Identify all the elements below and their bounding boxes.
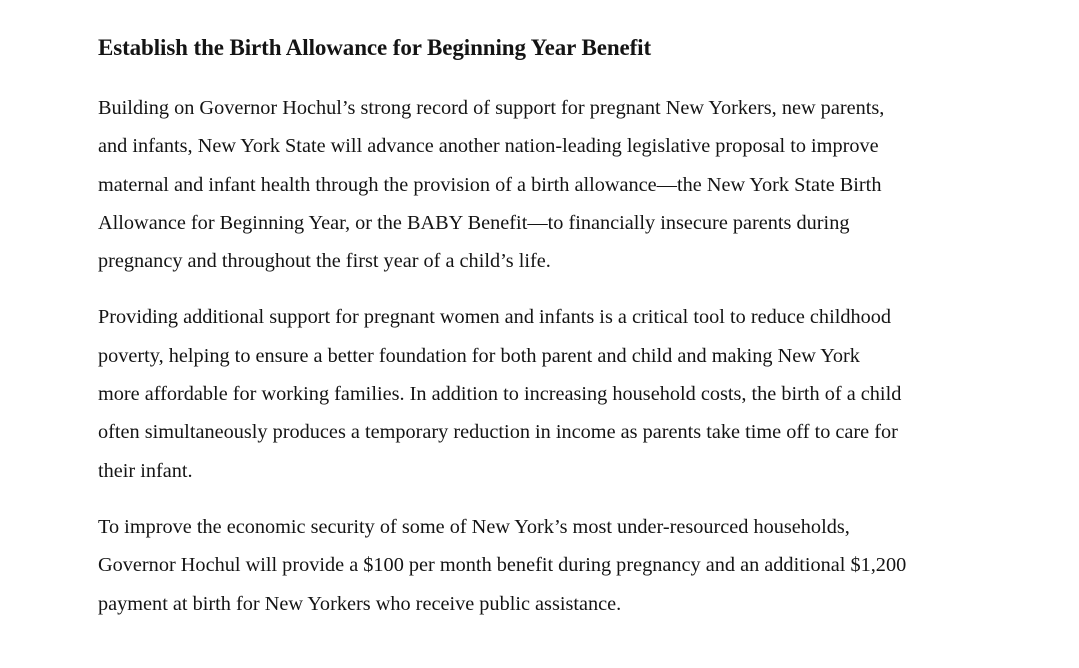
section-heading: Establish the Birth Allowance for Beginning Year Benefit bbox=[98, 35, 652, 60]
paragraph-line: Building on Governor Hochul’s strong record of support for pregnant New Yorkers, new parents, bbox=[98, 97, 885, 119]
document-body bbox=[98, 32, 998, 623]
paragraph-line: To improve the economic security of some of New York’s most under-resourced households, bbox=[98, 515, 850, 538]
paragraph-line: Governor Hochul will provide a $100 per month benefit during pregnancy and an additional $1,200 bbox=[98, 554, 907, 577]
paragraph-line: maternal and infant health through the provision of a birth allowance—the New York State Birth bbox=[98, 173, 882, 196]
paragraph-2 bbox=[98, 298, 998, 489]
paragraph-line: more affordable for working families. In addition to increasing household costs, the birth of a child bbox=[98, 383, 902, 406]
paragraph-line: Providing additional support for pregnant women and infants is a critical tool to reduce childhood bbox=[98, 306, 892, 329]
paragraph-line: pregnancy and throughout the first year of a child’s life. bbox=[98, 250, 551, 273]
paragraph-3 bbox=[98, 508, 998, 623]
paragraph-line: poverty, helping to ensure a better foundation for both parent and child and making New York bbox=[98, 344, 860, 367]
paragraph-line: their infant. bbox=[98, 459, 193, 482]
paragraph-line: payment at birth for New Yorkers who receive public assistance. bbox=[98, 592, 622, 615]
paragraph-line: Allowance for Beginning Year, or the BABY Benefit—to financially insecure parents during bbox=[98, 211, 850, 234]
paragraph-line: often simultaneously produces a temporary reduction in income as parents take time off to care for bbox=[98, 421, 898, 444]
paragraph-line: and infants, New York State will advance another nation-leading legislative proposal to improve bbox=[98, 135, 879, 158]
paragraph-1 bbox=[98, 89, 998, 280]
